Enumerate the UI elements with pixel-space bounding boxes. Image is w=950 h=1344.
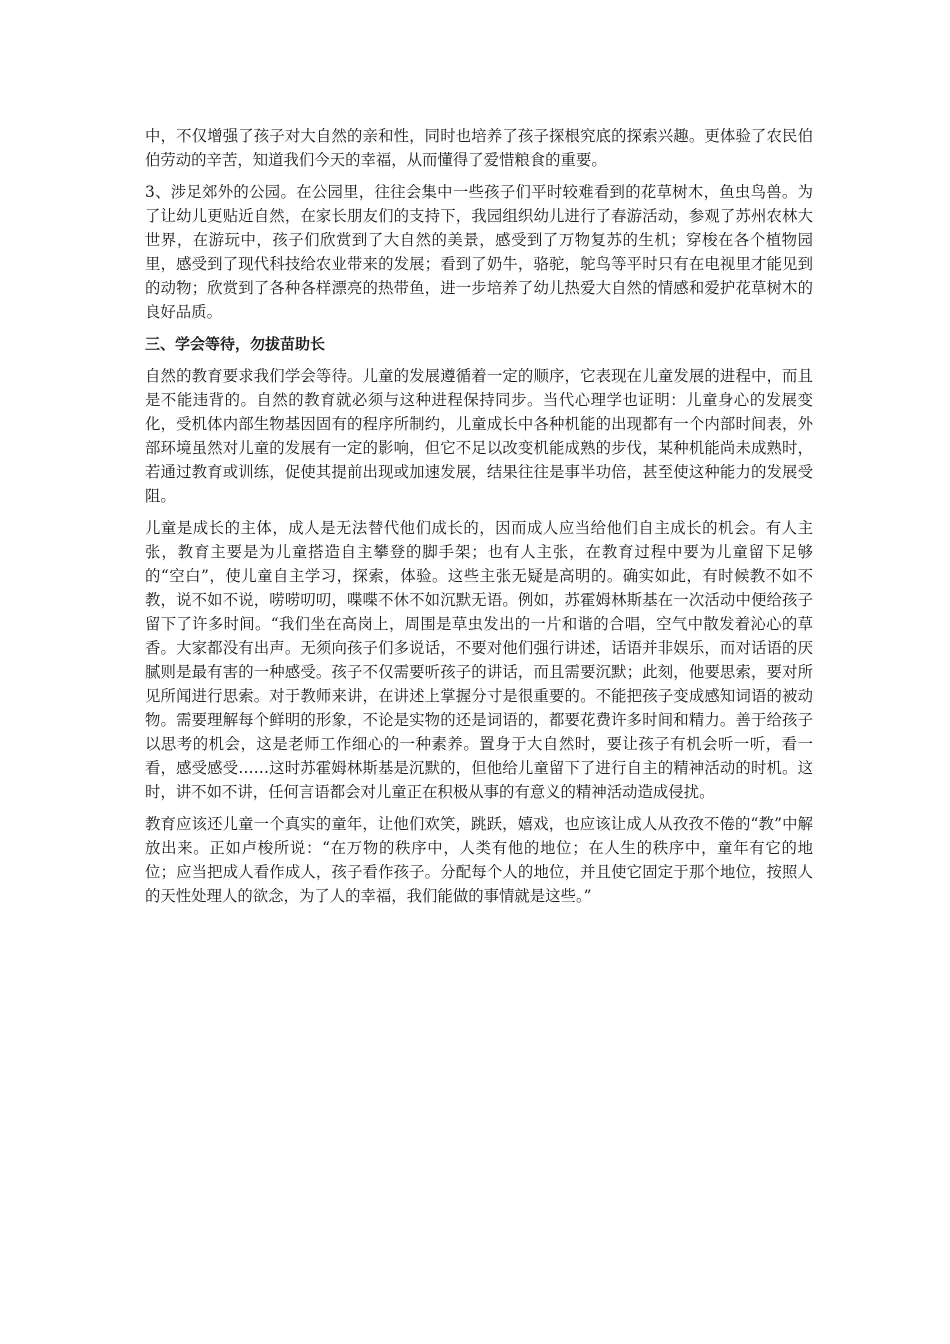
paragraph-child-as-subject: 儿童是成长的主体，成人是无法替代他们成长的，因而成人应当给他们自主成长的机会。有人主张，教育主要是为儿童搭造自主攀登的脚手架；也有人主张，在教育过程中要为儿童留下足够的“空白”，使儿童自主学习，探索，体验。这些主张无疑是高明的。确实如此，有时候教不如不教，说不如不说，唠唠叨叨，喋喋不休不如沉默无语。例如，苏霍姆林斯基在一次活动中便给孩子留下了许多时间。“我们坐在高岗上，周围是草虫发出的一片和谐的合唱，空气中散发着沁心的草香。大家都没有出声。无须向孩子们多说话，不要对他们强行讲述，话语并非娱乐，而对话语的厌腻则是最有害的一种感受。孩子不仅需要听孩子的讲话，而且需要沉默；此刻，他要思索，要对所见所闻进行思索。对于教师来讲，在讲述上掌握分寸是很重要的。不能把孩子变成感知词语的被动物。需要理解每个鲜明的形象，不论是实物的还是词语的，都要花费许多时间和精力。善于给孩子以思考的机会，这是老师工作细心的一种素养。置身于大自然时，要让孩子有机会听一听，看一看，感受感受……这时苏霍姆林斯基是沉默的，但他给儿童留下了进行自主的精神活动的时机。这时，讲不如不讲，任何言语都会对儿童正在积极从事的有意义的精神活动造成侵扰。: [145, 519, 813, 801]
paragraph-park-visit: 3、涉足郊外的公园。在公园里，往往会集中一些孩子们平时较难看到的花草树木，鱼虫鸟兽。为了让幼儿更贴近自然，在家长朋友们的支持下，我园组织幼儿进行了春游活动，参观了苏州农林大世界，在游玩中，孩子们欣赏到了大自然的美景，感受到了万物复苏的生机；穿梭在各个植物园里，感受到了现代科技给农业带来的发展；看到了奶牛，骆驼，鸵鸟等平时只有在电视里才能见到的动物；欣赏到了各种各样漂亮的热带鱼，进一步培养了幼儿热爱大自然的情感和爱护花草树木的良好品质。: [145, 183, 813, 321]
paragraph-real-childhood: 教育应该还儿童一个真实的童年，让他们欢笑，跳跃，嬉戏，也应该让成人从孜孜不倦的“教”中解放出来。正如卢梭所说：“在万物的秩序中，人类有他的地位；在人生的秩序中，童年有它的地位；应当把成人看作成人，孩子看作孩子。分配每个人的地位，并且使它固定于那个地位，按照人的天性处理人的欲念，为了人的幸福，我们能做的事情就是这些。”: [145, 815, 813, 905]
paragraph-learn-to-wait: 自然的教育要求我们学会等待。儿童的发展遵循着一定的顺序，它表现在儿童发展的进程中，而且是不能违背的。自然的教育就必须与这种进程保持同步。当代心理学也证明：儿童身心的发展变化，受机体内部生物基因固有的程序所制约，儿童成长中各种机能的出现都有一个内部时间表，外部环境虽然对儿童的发展有一定的影响，但它不足以改变机能成熟的步伐，某种机能尚未成熟时，若通过教育或训练，促使其提前出现或加速发展，结果往往是事半功倍，甚至使这种能力的发展受阻。: [145, 367, 813, 505]
paragraph-continuation: 中，不仅增强了孩子对大自然的亲和性，同时也培养了孩子探根究底的探索兴趣。更体验了农民伯伯劳动的辛苦，知道我们今天的幸福，从而懂得了爱惜粮食的重要。: [145, 127, 813, 169]
document-page: [145, 124, 813, 916]
section-heading: 三、学会等待，勿拔苗助长: [145, 335, 326, 353]
